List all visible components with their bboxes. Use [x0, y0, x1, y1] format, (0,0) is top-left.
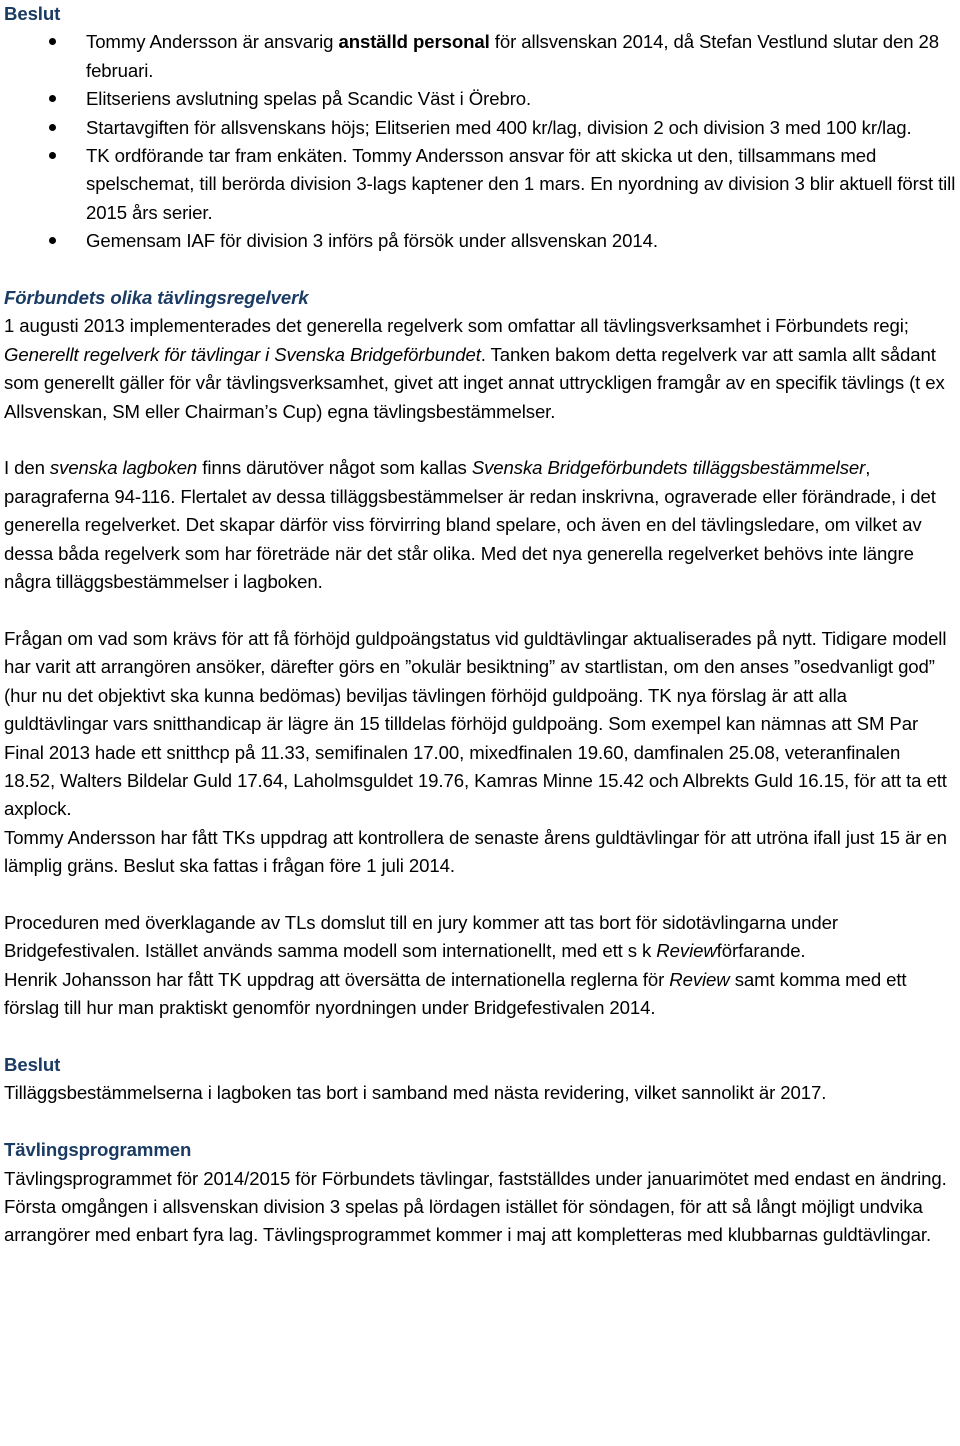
rules-paragraph-5: Proceduren med överklagande av TLs domslut till en jury kommer att tas bort för sidotävlingarna under Bridgefestivalen. Istället används samma modell som internationellt, med ett s k Reviewförfarande. — [4, 911, 838, 962]
decision-heading-2: Beslut — [4, 1053, 61, 1075]
spacer — [4, 1023, 956, 1051]
rules-paragraph-3: Frågan om vad som krävs för att få förhöjd guldpoängstatus vid guldtävlingar aktualiserades på nytt. Tidigare modell har varit att arrangören ansöker, därefter görs en ”okulär besiktning” av startlistan, om den anses ”osedvanligt god” (hur nu det objektivt ska kunna bedömas) beviljas tävlingen förhöjd guldpoäng. TK nya förslag är att alla guldtävlingar vars snitthandicap är lägre än 15 tilldelas förhöjd guldpoäng. Som exempel kan nämnas att SM Par Final 2013 hade ett snitthcp på 11.33, semifinalen 17.00, mixedfinalen 19.60, damfinalen 25.08, veteranfinalen 18.52, Walters Bildelar Guld 17.64, Laholmsguldet 19.76, Kamras Minne 15.42 och Albrekts Guld 16.15, för att ta ett axplock. — [4, 627, 947, 820]
list-item: Elitseriens avslutning spelas på Scandic Väst i Örebro. — [4, 85, 956, 113]
rules-paragraph-2: I den svenska lagboken finns därutöver något som kallas Svenska Bridgeförbundets tilläggsbestämmelser, paragraferna 94-116. Flertalet av dessa tilläggsbestämmelser är redan inskrivna, ograverade eller förändrade, i det generella regelverket. Det skapar därför viss förvirring bland spelare, och även en del tävlingsledare, om vilket av dessa båda regelverk som har företräde när det står olika. Med det nya generella regelverket behövs inte längre några tilläggsbestämmelser i lagboken. — [4, 457, 936, 593]
spacer — [4, 881, 956, 909]
rules-paragraph-6: Henrik Johansson har fått TK uppdrag att översätta de internationella reglerna för Review samt komma med ett förslag till hur man praktiskt genomför nyordningen under Bridgefestivalen 2014. — [4, 968, 907, 1019]
rules-paragraph-4: Tommy Andersson har fått TKs uppdrag att kontrollera de senaste årens guldtävlingar för att utröna ifall just 15 är en lämplig gräns. Beslut ska fattas i frågan före 1 juli 2014. — [4, 826, 947, 877]
list-item: TK ordförande tar fram enkäten. Tommy Andersson ansvar för att skicka ut den, tillsammans med spelschemat, till berörda division 3-lags kaptener den 1 mars. En nyordning av division 3 blir aktuell först till 2015 års serier. — [4, 142, 956, 227]
programs-paragraph: Tävlingsprogrammet för 2014/2015 för Förbundets tävlingar, fastställdes under januarimötet med endast en ändring. Första omgången i allsvenskan division 3 spelas på lördagen istället för söndagen, för att så långt möjligt undvika arrangörer med enbart fyra lag. Tävlingsprogrammet kommer i maj att kompletteras med klubbarnas guldtävlingar. — [4, 1167, 947, 1246]
decision-list — [4, 28, 956, 255]
rules-paragraph-1: 1 augusti 2013 implementerades det generella regelverk som omfattar all tävlingsverksamhet i Förbundets regi; Generellt regelverk för tävlingar i Svenska Bridgeförbundet. Tanken bakom detta regelverk var att samla allt sådant som generellt gäller för vår tävlingsverksamhet, givet att inget annat uttryckligen framgår av en specifik tävlings (t ex Allsvenskan, SM eller Chairman’s Cup) egna tävlingsbestämmelser. — [4, 315, 945, 422]
spacer — [4, 256, 956, 284]
spacer — [4, 1108, 956, 1136]
list-item: Tommy Andersson är ansvarig anställd personal för allsvenskan 2014, då Stefan Vestlund slutar den 28 februari. — [4, 28, 956, 85]
document-page — [4, 0, 956, 1250]
spacer — [4, 597, 956, 625]
spacer — [4, 426, 956, 454]
rules-heading: Förbundets olika tävlingsregelverk — [4, 287, 309, 309]
decision-paragraph: Tilläggsbestämmelserna i lagboken tas bort i samband med nästa revidering, vilket sannolikt är 2017. — [4, 1082, 827, 1104]
list-item: Startavgiften för allsvenskans höjs; Elitserien med 400 kr/lag, division 2 och division 3 med 100 kr/lag. — [4, 114, 956, 142]
programs-heading: Tävlingsprogrammen — [4, 1139, 192, 1161]
list-item: Gemensam IAF för division 3 införs på försök under allsvenskan 2014. — [4, 227, 956, 255]
decision-heading: Beslut — [4, 3, 61, 24]
